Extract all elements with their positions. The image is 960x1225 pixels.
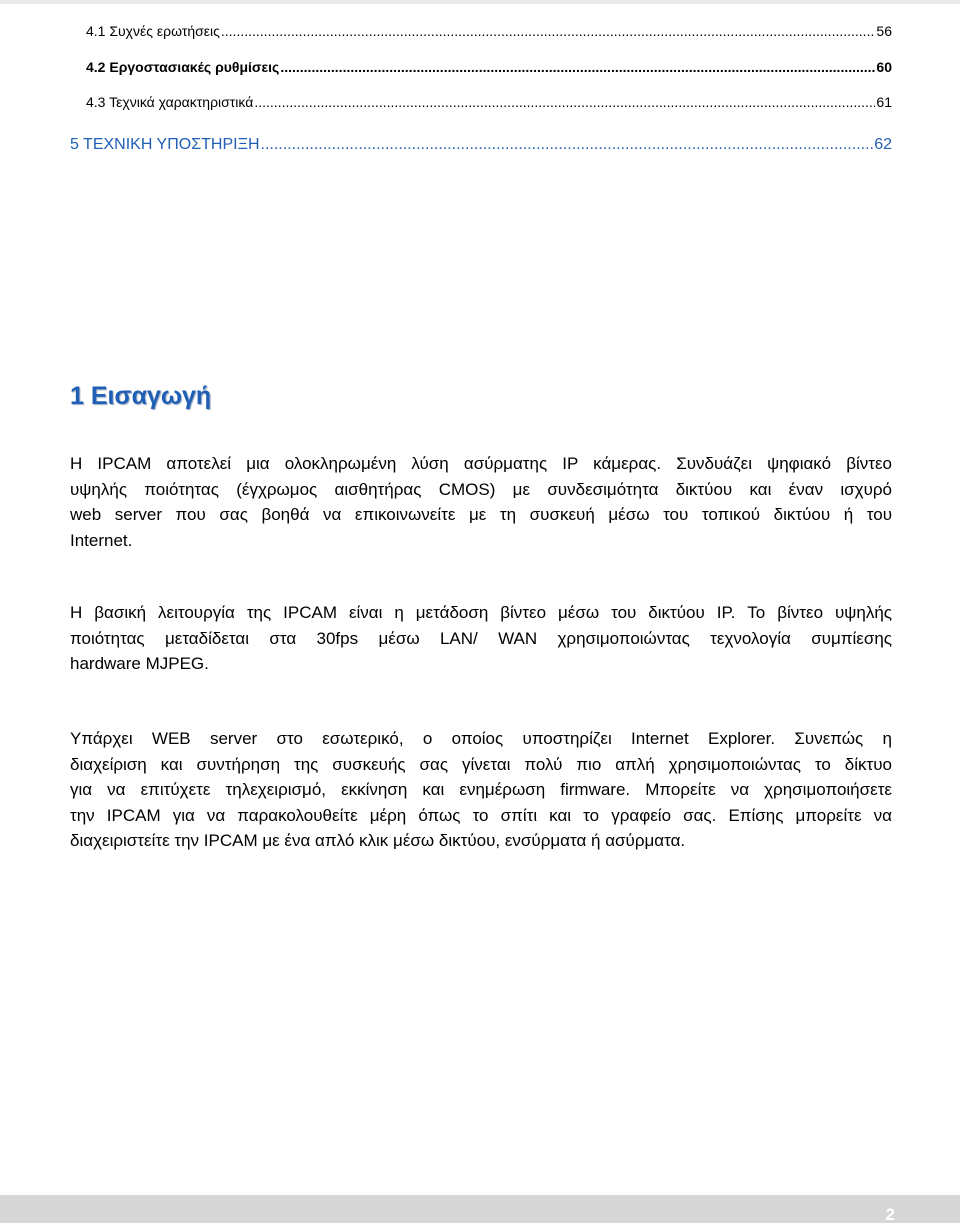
- toc-dot-leader: [280, 59, 875, 75]
- toc-dot-leader: [221, 23, 876, 39]
- toc-entry-label: 4.3 Τεχνικά χαρακτηριστικά: [86, 94, 254, 110]
- toc-entry-page: 60: [876, 59, 892, 75]
- toc-entry-5[interactable]: [70, 136, 892, 154]
- paragraph-3: [70, 726, 892, 854]
- toc-entry-label: 4.2 Εργοστασιακές ρυθμίσεις: [86, 59, 280, 75]
- paragraph-line: Η βασική λειτουργία της IPCAM είναι η μετάδοση βίντεο μέσω του δικτύου IP. Το βίντεο υψηλής: [70, 603, 892, 622]
- paragraph-line: την IPCAM για να παρακολουθείτε μέρη όπως το σπίτι και το γραφείο σας. Επίσης μπορείτε να: [70, 805, 892, 825]
- toc-dot-leader: [254, 94, 875, 110]
- toc-dot-leader: [261, 136, 874, 154]
- paragraph-line: διαχειριστείτε την IPCAM με ένα απλό κλικ μέσω δικτύου, ενσύρματα ή ασύρματα.: [70, 831, 686, 850]
- page-number: 2: [885, 1205, 895, 1224]
- paragraph-2: [70, 600, 892, 677]
- paragraph-line: διαχείριση και συντήρηση της συσκευής σας γίνεται πολύ πιο απλή χρησιμοποιώντας το δίκτυο: [70, 754, 892, 774]
- page-top-border: [0, 0, 960, 4]
- paragraph-line: ποιότητας μεταδίδεται στα 30fps μέσω LAN/ WAN χρησιμοποιώντας τεχνολογία συμπίεσης: [70, 628, 892, 648]
- toc-entry-page: 56: [876, 23, 892, 39]
- paragraph-line: Η IPCAM αποτελεί μια ολοκληρωμένη λύση ασύρματης IP κάμερας. Συνδυάζει ψηφιακό βίντεο: [70, 454, 892, 473]
- paragraph-line: Υπάρχει WEB server στο εσωτερικό, ο οποίος υποστηρίζει Internet Explorer. Συνεπώς η: [70, 729, 892, 748]
- paragraph-line: web server που σας βοηθά να επικοινωνείτε με τη συσκευή μέσω του τοπικού δικτύου ή του: [70, 505, 892, 524]
- toc-entry-page: 61: [876, 94, 892, 110]
- paragraph-line: hardware MJPEG.: [70, 654, 209, 673]
- section-heading: 1 Εισαγωγή: [70, 382, 212, 410]
- paragraph-line: για να επιτύχετε τηλεχειρισμό, εκκίνηση και ενημέρωση firmware. Μπορείτε να χρησιμοποιήσετε: [70, 780, 892, 799]
- toc-entry-4-1[interactable]: [86, 23, 892, 39]
- toc-entry-label: 5 ΤΕΧΝΙΚΗ ΥΠΟΣΤΗΡΙΞΗ: [70, 136, 260, 153]
- paragraph-1: [70, 451, 892, 553]
- paragraph-line: υψηλής ποιότητας (έγχρωμος αισθητήρας CMOS) με συνδεσιμότητα δικτύου και έναν ισχυρό: [70, 479, 892, 499]
- toc-entry-page: 62: [874, 136, 892, 153]
- toc-entry-4-3[interactable]: [86, 94, 892, 110]
- toc-entry-4-2[interactable]: [86, 59, 892, 75]
- page-footer-bar: [0, 1195, 960, 1223]
- toc-entry-label: 4.1 Συχνές ερωτήσεις: [86, 23, 220, 39]
- paragraph-line: Internet.: [70, 530, 133, 550]
